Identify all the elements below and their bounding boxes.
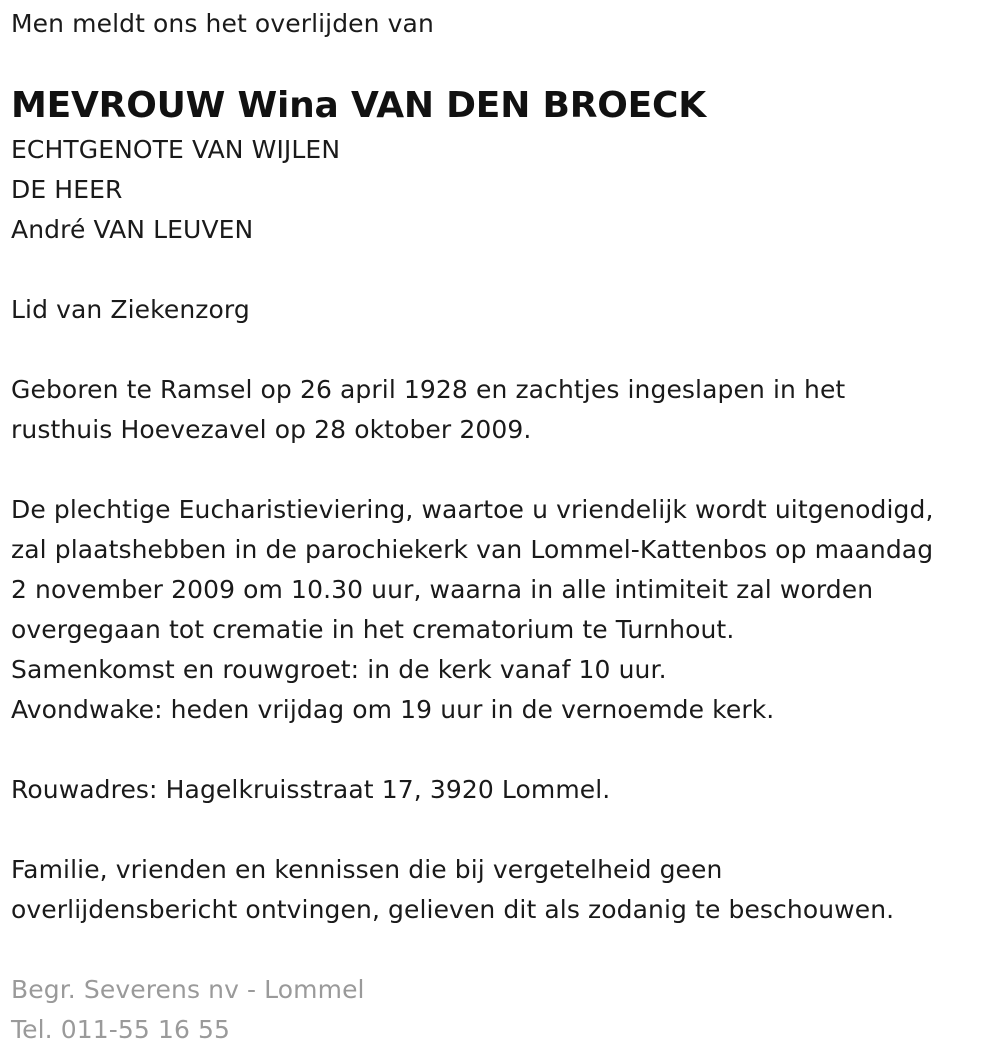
intro-text: Men meldt ons het overlijden van xyxy=(11,9,434,38)
spouse-line: ECHTGENOTE VAN WIJLEN xyxy=(11,135,341,164)
birth-death-line: Geboren te Ramsel op 26 april 1928 en zachtjes ingeslapen in het xyxy=(11,375,846,404)
membership-text: Lid van Ziekenzorg xyxy=(11,295,250,324)
ceremony-line: De plechtige Eucharistieviering, waartoe u vriendelijk wordt uitgenodigd, xyxy=(11,495,934,524)
birth-death-line: rusthuis Hoevezavel op 28 oktober 2009. xyxy=(11,415,532,444)
spacer xyxy=(11,250,1000,290)
spacer xyxy=(11,930,1000,970)
spouse-line: André VAN LEUVEN xyxy=(11,215,254,244)
funeral-home-phone: Tel. 011-55 16 55 xyxy=(11,1015,231,1044)
spouse-line: DE HEER xyxy=(11,175,123,204)
spacer xyxy=(11,330,1000,370)
ceremony-line: Avondwake: heden vrijdag om 19 uur in de vernoemde kerk. xyxy=(11,695,775,724)
deceased-name: MEVROUW Wina VAN DEN BROECK xyxy=(11,85,706,126)
ceremony-line: overgegaan tot crematie in het crematorium te Turnhout. xyxy=(11,615,735,644)
notice-line: Familie, vrienden en kennissen die bij vergetelheid geen xyxy=(11,855,723,884)
spacer xyxy=(11,450,1000,490)
ceremony-line: zal plaatshebben in de parochiekerk van Lommel-Kattenbos op maandag xyxy=(11,535,934,564)
mourning-address: Rouwadres: Hagelkruisstraat 17, 3920 Lommel. xyxy=(11,775,611,804)
ceremony-line: 2 november 2009 om 10.30 uur, waarna in alle intimiteit zal worden xyxy=(11,575,874,604)
notice-line: overlijdensbericht ontvingen, gelieven dit als zodanig te beschouwen. xyxy=(11,895,895,924)
funeral-home-name: Begr. Severens nv - Lommel xyxy=(11,975,365,1004)
spacer xyxy=(11,730,1000,770)
ceremony-line: Samenkomst en rouwgroet: in de kerk vanaf 10 uur. xyxy=(11,655,667,684)
spacer xyxy=(11,810,1000,850)
